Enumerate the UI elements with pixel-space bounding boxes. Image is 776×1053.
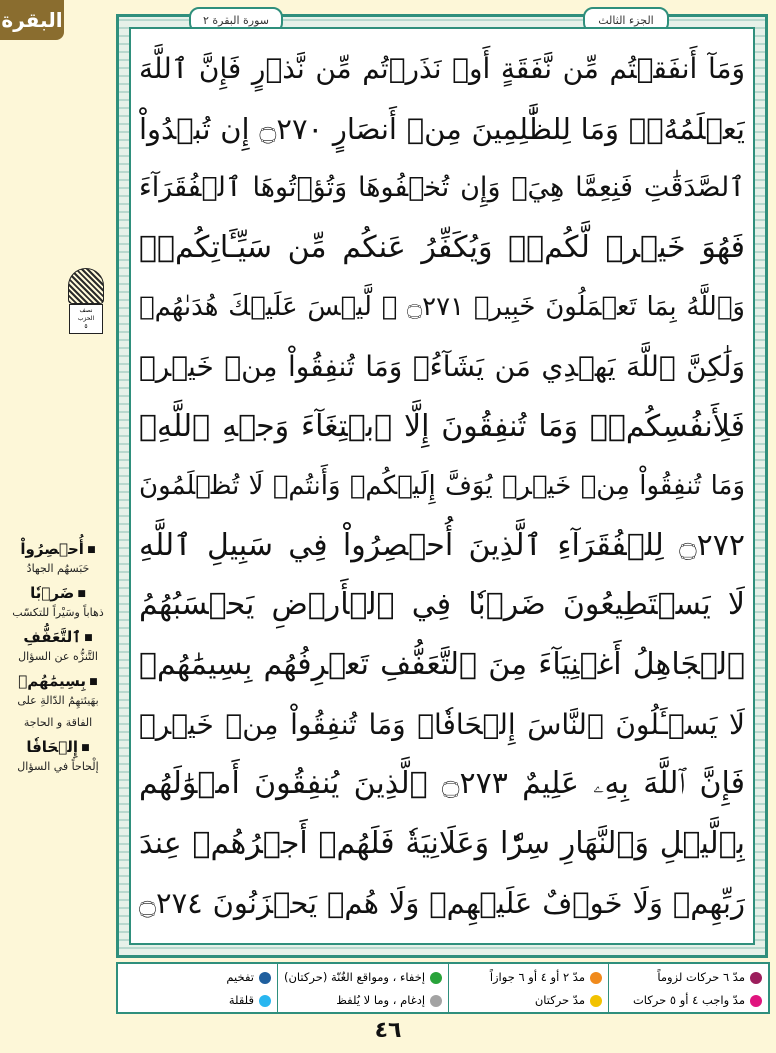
legend-column <box>448 964 608 1012</box>
legend-item <box>124 966 271 989</box>
hizb-plate <box>69 304 103 334</box>
legend-item <box>615 989 762 1012</box>
page-number: ٤٦ <box>374 1018 402 1043</box>
legend-column <box>277 964 448 1012</box>
glossary-meaning: بهَيئتهِمُ الدّالةِ على الفاقة و الحاجة <box>17 694 99 729</box>
quran-line: وَٱللَّهُ بِمَا تَعۡمَلُونَ خَبِيرٞ ۝٢٧١ ۞ لَّيۡسَ عَلَيۡكَ هُدَىٰهُمۡ <box>139 292 745 323</box>
legend-item <box>615 966 762 989</box>
legend-item <box>455 966 602 989</box>
quran-line: وَمَا تُنفِقُواْ مِنۡ خَيۡرٖ يُوَفَّ إِلَيۡكُمۡ وَأَنتُمۡ لَا تُظۡلَمُونَ <box>139 471 745 502</box>
quran-line: رَبِّهِمۡ وَلَا خَوۡفٌ عَلَيۡهِمۡ وَلَا هُمۡ يَحۡزَنُونَ ۝٢٧٤ <box>139 886 745 921</box>
glossary-word: ■ ضَرۡبٗا <box>6 584 110 602</box>
text-area <box>129 27 755 945</box>
glossary-word: ■ أُحۡصِرُواْ <box>6 540 110 558</box>
surah-name-tab: البقرة <box>0 0 64 40</box>
quran-line: يَعۡلَمُهُۥۗ وَمَا لِلظَّٰلِمِينَ مِنۡ أَنصَارٍ ۝٢٧٠ إِن تُبۡدُواْ <box>139 111 745 146</box>
legend-color-dot-icon <box>259 972 271 984</box>
glossary-meaning: حَبَسهُم الجهادُ <box>26 562 90 575</box>
legend-color-dot-icon <box>750 995 762 1007</box>
legend-color-dot-icon <box>590 995 602 1007</box>
hizb-marker <box>66 268 106 340</box>
legend-item <box>455 989 602 1012</box>
legend-color-dot-icon <box>750 972 762 984</box>
legend-color-dot-icon <box>259 995 271 1007</box>
hizb-line-1: نصف <box>79 307 93 314</box>
juz-header: الجزء الثالث <box>583 7 669 33</box>
legend-item <box>284 966 442 989</box>
glossary-meaning: ذهاباً وسَيْراً للتكسّب <box>12 606 104 619</box>
legend-item <box>124 989 271 1012</box>
glossary-word: ■ بِسِيمَٰهُمۡ <box>6 672 110 690</box>
legend-label: مدّ ٦ حركات لزوماً <box>657 970 745 984</box>
glossary-meaning: التَّنزُّه عن السؤال <box>18 650 98 663</box>
legend-color-dot-icon <box>590 972 602 984</box>
legend-label: مدّ ٢ أو ٤ أو ٦ جوازاً <box>489 970 586 984</box>
quran-line: وَمَآ أَنفَقۡتُم مِّن نَّفَقَةٍ أَوۡ نَذَرۡتُم مِّن نَّذۡرٍ فَإِنَّ ٱللَّهَ <box>139 52 745 85</box>
legend-color-dot-icon <box>430 995 442 1007</box>
legend-column <box>118 964 277 1012</box>
mushaf-page-frame <box>116 14 768 958</box>
quran-line: ٱلۡجَاهِلُ أَغۡنِيَآءَ مِنَ ٱلتَّعَفُّفِ تَعۡرِفُهُم بِسِيمَٰهُمۡ <box>139 646 745 682</box>
quran-line: ٱلصَّدَقَٰتِ فَنِعِمَّا هِيَۖ وَإِن تُخۡفُوهَا وَتُؤۡتُوهَا ٱلۡفُقَرَآءَ <box>139 172 745 204</box>
legend-column <box>608 964 768 1012</box>
legend-item <box>284 989 442 1012</box>
quran-line: بِٱلَّيۡلِ وَٱلنَّهَارِ سِرّٗا وَعَلَانِيَةٗ فَلَهُمۡ أَجۡرُهُمۡ عِندَ <box>139 825 745 861</box>
legend-label: إدغام ، وما لا يُلفظ <box>336 993 426 1007</box>
quran-line: فَهُوَ خَيۡرٞ لَّكُمۡۚ وَيُكَفِّرُ عَنكُم مِّن سَيِّـَٔاتِكُمۡۗ <box>139 229 745 265</box>
hizb-line-2: الحزب <box>77 315 95 322</box>
glossary-word: ■ ٱلتَّعَفُّفِ <box>6 628 110 646</box>
legend-label: مدّ واجب ٤ أو ٥ حركات <box>632 993 745 1007</box>
legend-label: مدّ حركتان <box>534 993 586 1007</box>
tajweed-legend <box>116 962 770 1014</box>
quran-line: وَلَٰكِنَّ ٱللَّهَ يَهۡدِي مَن يَشَآءُۗ وَمَا تُنفِقُواْ مِنۡ خَيۡرٖ <box>139 349 745 383</box>
glossary-meaning: إلْحاحاً في السؤال <box>17 760 99 773</box>
quran-lines <box>139 39 745 933</box>
surah-header: سورة البقرة ٢ <box>189 7 283 33</box>
glossary-word: ■ إِلۡحَافٗا <box>6 738 110 756</box>
legend-label: إخفاء ، ومواقع الغُنّة (حركتان) <box>283 970 426 984</box>
quran-line: لَا يَسۡـَٔلُونَ ٱلنَّاسَ إِلۡحَافٗاۗ وَمَا تُنفِقُواْ مِنۡ خَيۡرٖ <box>139 707 745 741</box>
quran-line: فَإِنَّ ٱللَّهَ بِهِۦ عَلِيمٌ ۝٢٧٣ ٱلَّذِينَ يُنفِقُونَ أَمۡوَٰلَهُم <box>139 766 745 802</box>
glossary-panel <box>6 536 110 778</box>
legend-label: قلقلة <box>228 993 254 1007</box>
hizb-line-3: ٥ <box>84 323 88 330</box>
quran-line: لَا يَسۡتَطِيعُونَ ضَرۡبٗا فِي ٱلۡأَرۡضِ يَحۡسَبُهُمُ <box>139 587 745 623</box>
quran-line: ۝٢٧٢ لِلۡفُقَرَآءِ ٱلَّذِينَ أُحۡصِرُواْ فِي سَبِيلِ ٱللَّهِ <box>139 527 745 563</box>
quran-line: فَلِأَنفُسِكُمۡۚ وَمَا تُنفِقُونَ إِلَّا ٱبۡتِغَآءَ وَجۡهِ ٱللَّهِۚ <box>139 408 745 444</box>
legend-color-dot-icon <box>430 972 442 984</box>
legend-label: تفخيم <box>226 970 254 984</box>
hizb-dome-icon <box>68 268 104 304</box>
